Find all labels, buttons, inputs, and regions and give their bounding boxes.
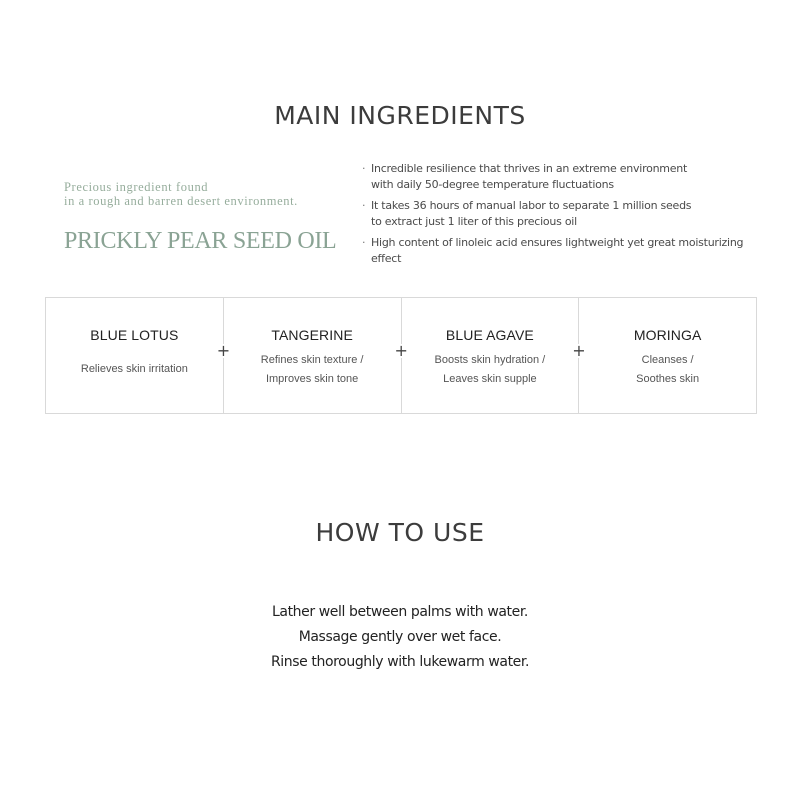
ingredient-description xyxy=(579,351,756,389)
ingredient-name: TANGERINE xyxy=(271,327,353,343)
ingredient-card-moringa xyxy=(579,298,756,413)
bullet-dot-icon: · xyxy=(362,199,366,212)
ingredient-description xyxy=(46,360,223,379)
feature-ingredient-intro xyxy=(64,180,354,255)
main-ingredients-title: MAIN INGREDIENTS xyxy=(274,101,526,130)
ingredient-description-line: Improves skin tone xyxy=(265,373,359,385)
ingredient-name: MORINGA xyxy=(633,327,702,343)
ingredient-card-blue-agave xyxy=(402,298,586,413)
ingredient-description-line: Refines skin texture / xyxy=(260,354,364,366)
ingredient-description-line: Relieves skin irritation xyxy=(80,363,188,375)
how-to-use-step: Lather well between palms with water. xyxy=(272,604,528,620)
feature-bullet-line: High content of linoleic acid ensures lightweight yet great moisturizing effect xyxy=(371,236,744,265)
plus-icon: + xyxy=(216,341,231,360)
feature-bullet xyxy=(362,198,762,230)
ingredient-grid xyxy=(45,297,757,414)
feature-bullet-line: Incredible resilience that thrives in an extreme environment xyxy=(371,162,688,175)
feature-bullet-line: to extract just 1 liter of this precious oil xyxy=(371,215,577,228)
feature-bullet-line: It takes 36 hours of manual labor to separate 1 million seeds xyxy=(371,199,692,212)
bullet-dot-icon: · xyxy=(362,162,366,175)
plus-icon: + xyxy=(572,341,586,360)
feature-bullet xyxy=(362,235,762,267)
ingredient-description-line: Soothes skin xyxy=(636,373,700,385)
feature-tagline-line: Precious ingredient found xyxy=(64,180,209,194)
feature-bullet xyxy=(362,161,762,193)
ingredient-name: BLUE AGAVE xyxy=(445,327,534,343)
ingredient-description-line: Leaves skin supple xyxy=(443,373,537,385)
ingredient-card-blue-lotus xyxy=(46,298,231,413)
bullet-dot-icon: · xyxy=(362,236,366,249)
ingredient-description-line: Cleanses / xyxy=(641,354,694,366)
ingredient-card-tangerine xyxy=(224,298,408,413)
plus-icon: + xyxy=(394,341,408,360)
feature-tagline-line: in a rough and barren desert environment. xyxy=(64,194,298,208)
how-to-use-step: Rinse thoroughly with lukewarm water. xyxy=(270,654,530,670)
ingredient-name: BLUE LOTUS xyxy=(90,327,179,343)
ingredient-description xyxy=(224,351,401,389)
feature-ingredient-name: PRICKLY PEAR SEED OIL xyxy=(64,228,337,254)
how-to-use-step: Massage gently over wet face. xyxy=(298,629,502,645)
how-to-use-steps xyxy=(0,600,800,675)
how-to-use-title: HOW TO USE xyxy=(315,518,485,547)
feature-tagline xyxy=(64,180,354,208)
ingredient-description xyxy=(402,351,579,389)
feature-bullet-line: with daily 50-degree temperature fluctuations xyxy=(371,178,614,191)
feature-bullet-list xyxy=(362,161,762,272)
ingredient-description-line: Boosts skin hydration / xyxy=(434,354,546,366)
